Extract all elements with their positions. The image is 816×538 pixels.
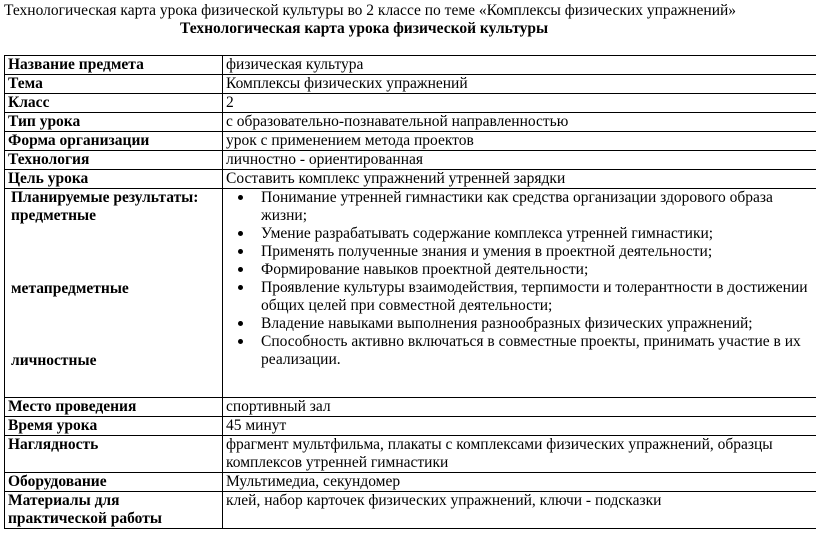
list-item: Формирование навыков проектной деятельности; [226,261,816,279]
table-row [5,436,816,473]
row-label-equipment: Оборудование [5,473,223,492]
document-subtitle: Технологическая карта урока физической культуры [180,20,549,37]
table-row-planned-results [5,189,816,398]
table-row [5,473,816,492]
list-item: Проявление культуры взаимодействия, терпимости и толерантности в достижении общих целей при совместной деятельности; [226,279,816,315]
row-label-subject: Название предмета [5,56,223,75]
table-row [5,94,816,113]
document-title: Технологическая карта урока физической культуры во 2 классе по теме «Комплексы физических упражнений» [4,2,737,19]
table-row [5,132,816,151]
row-label-visual-aids: Наглядность [5,436,223,473]
table-row [5,398,816,417]
list-item: Способность активно включаться в совместные проекты, принимать участие в их реализации. [226,333,816,369]
list-item: Умение разрабатывать содержание комплекса утренней гимнастики; [226,225,816,243]
bullet-icon [238,249,243,254]
row-value-organization-form: урок с применением метода проектов [223,132,816,151]
table-row [5,417,816,436]
row-value-topic: Комплексы физических упражнений [223,75,816,94]
list-item: Владение навыками выполнения разнообразных физических упражнений; [226,315,816,333]
row-value-materials: клей, набор карточек физических упражнений, ключи - подсказки [223,492,816,529]
row-label-venue: Место проведения [5,398,223,417]
bullet-icon [238,285,243,290]
meta-results-list [226,261,816,315]
table-row [5,170,816,189]
row-value-technology: личностно - ориентированная [223,151,816,170]
row-label-technology: Технология [5,151,223,170]
label-subject-results: предметные [11,207,97,224]
row-label-planned-results [5,189,223,398]
bullet-icon [238,321,243,326]
table-row [5,492,816,529]
row-value-venue: спортивный зал [223,398,816,417]
subject-results-list [226,189,816,261]
list-item: Применять полученные знания и умения в проектной деятельности; [226,243,816,261]
row-value-equipment: Мультимедиа, секундомер [223,473,816,492]
row-value-planned-results [223,189,816,398]
row-value-visual-aids: фрагмент мультфильма, плакаты с комплексами физических упражнений, образцы комплексов утренней гимнастики [223,436,816,473]
row-value-goal: Составить комплекс упражнений утренней зарядки [223,170,816,189]
bullet-icon [238,195,243,200]
personal-results-list [226,315,816,369]
table-row [5,75,816,94]
label-meta-results: метапредметные [11,280,129,297]
row-value-lesson-type: с образовательно-познавательной направленностью [223,113,816,132]
row-label-organization-form: Форма организации [5,132,223,151]
row-label-materials: Материалы для практической работы [5,492,223,529]
row-label-topic: Тема [5,75,223,94]
bullet-icon [238,339,243,344]
table-row [5,151,816,170]
row-label-grade: Класс [5,94,223,113]
bullet-icon [238,231,243,236]
row-label-goal: Цель урока [5,170,223,189]
row-value-grade: 2 [223,94,816,113]
row-value-subject: физическая культура [223,56,816,75]
label-personal-results: личностные [11,352,97,369]
planned-results-heading: Планируемые результаты: [11,189,199,206]
lesson-plan-table [4,55,816,529]
bullet-icon [238,267,243,272]
row-label-lesson-type: Тип урока [5,113,223,132]
list-item: Понимание утренней гимнастики как средства организации здорового образа жизни; [226,189,816,225]
table-row [5,113,816,132]
row-value-duration: 45 минут [223,417,816,436]
row-label-duration: Время урока [5,417,223,436]
table-row [5,56,816,75]
